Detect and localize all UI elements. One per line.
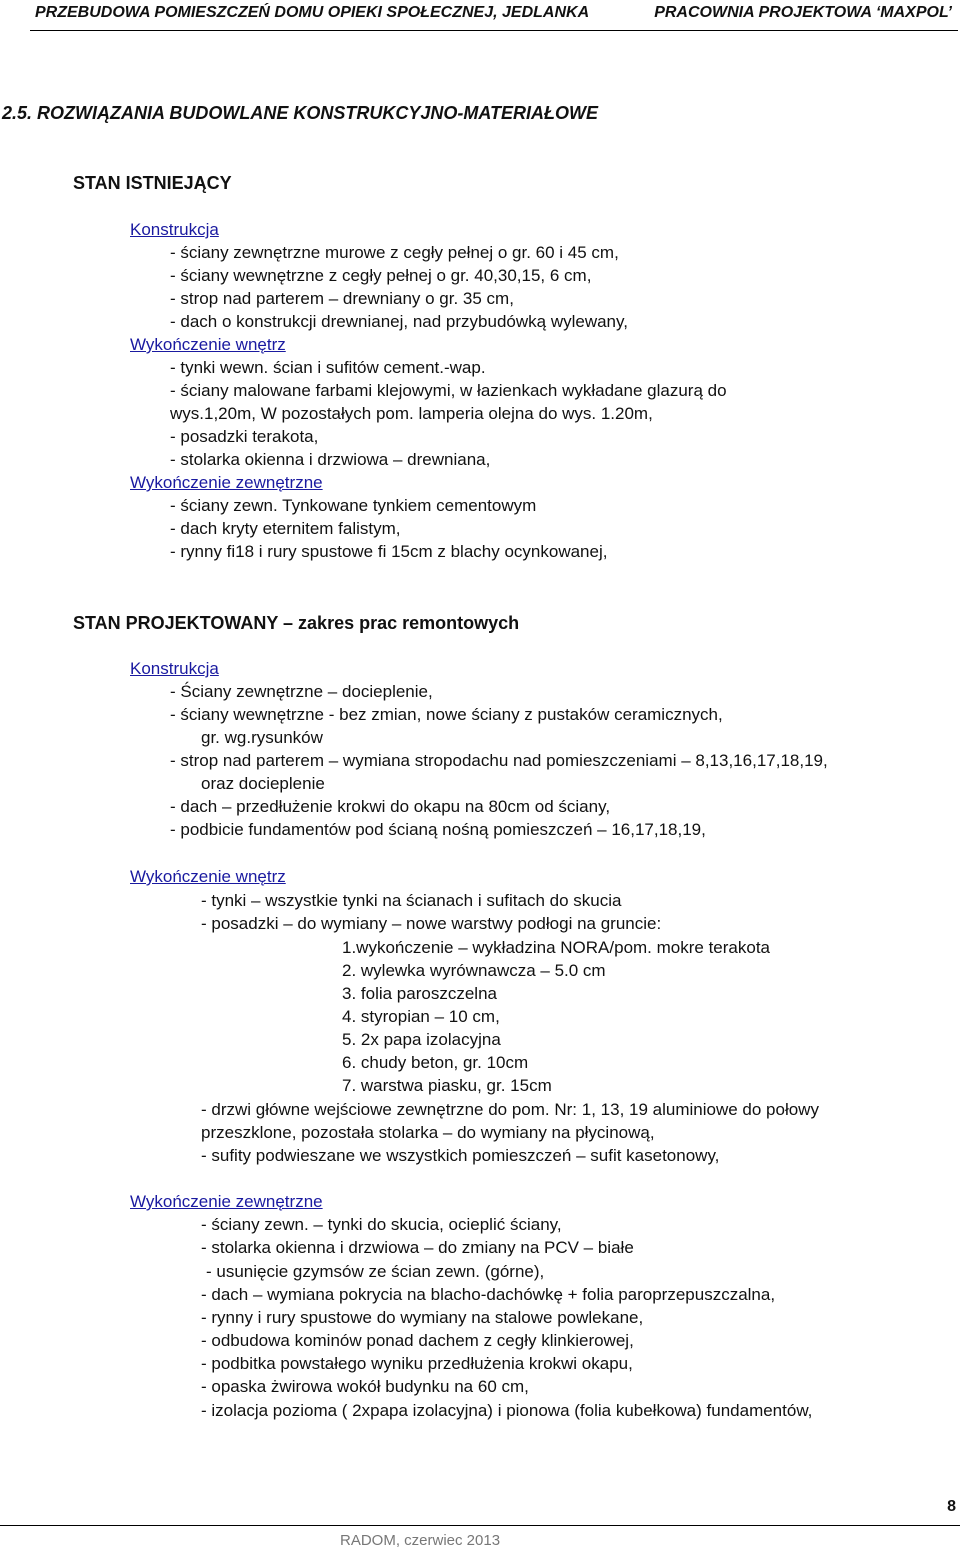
existing-subheading-wnetrz: Wykończenie wnętrz: [130, 335, 286, 354]
existing-line: - dach o konstrukcji drewnianej, nad przybudówką wylewany,: [170, 312, 628, 331]
existing-line: - ściany wewnętrzne z cegły pełnej o gr. 40,30,15, 6 cm,: [170, 266, 592, 285]
existing-line: - stolarka okienna i drzwiowa – drewniana,: [170, 450, 491, 469]
existing-line: - ściany malowane farbami klejowymi, w łazienkach wykładane glazurą do: [170, 381, 727, 400]
designed-heading: STAN PROJEKTOWANY – zakres prac remontowych: [73, 613, 520, 633]
floor-layer: 4. styropian – 10 cm,: [342, 1007, 500, 1026]
existing-line: - ściany zewn. Tynkowane tynkiem cementowym: [170, 496, 537, 515]
designed-line: gr. wg.rysunków: [201, 728, 323, 747]
designed-line: - sufity podwieszane we wszystkich pomieszczeń – sufit kasetonowy,: [201, 1146, 720, 1165]
floor-layer: 5. 2x papa izolacyjna: [342, 1030, 501, 1049]
designed-line: - drzwi główne wejściowe zewnętrzne do pom. Nr: 1, 13, 19 aluminiowe do połowy: [201, 1100, 819, 1119]
footer-rule: [0, 1525, 960, 1526]
existing-heading: STAN ISTNIEJĄCY: [73, 173, 232, 193]
existing-line: - strop nad parterem – drewniany o gr. 35 cm,: [170, 289, 514, 308]
designed-line: - odbudowa kominów ponad dachem z cegły klinkierowej,: [201, 1331, 634, 1350]
existing-line: - posadzki terakota,: [170, 427, 319, 446]
existing-line: - rynny fi18 i rury spustowe fi 15cm z blachy ocynkowanej,: [170, 542, 608, 561]
designed-line: - podbitka powstałego wyniku przedłużenia krokwi okapu,: [201, 1354, 633, 1373]
designed-line: - dach – przedłużenie krokwi do okapu na 80cm od ściany,: [170, 797, 611, 816]
floor-layer: 3. folia paroszczelna: [342, 984, 497, 1003]
existing-line: - dach kryty eternitem falistym,: [170, 519, 401, 538]
designed-line: - strop nad parterem – wymiana stropodachu nad pomieszczeniami – 8,13,16,17,18,19,: [170, 751, 828, 770]
header-right: PRACOWNIA PROJEKTOWA ‘MAXPOL’: [654, 4, 952, 21]
floor-layer: 1.wykończenie – wykładzina NORA/pom. mokre terakota: [342, 938, 771, 957]
header-rule: [30, 30, 958, 31]
floor-layer: 7. warstwa piasku, gr. 15cm: [342, 1076, 552, 1095]
designed-line: oraz docieplenie: [201, 774, 325, 793]
designed-line: - posadzki – do wymiany – nowe warstwy podłogi na gruncie:: [201, 914, 662, 933]
designed-subheading-wnetrz: Wykończenie wnętrz: [130, 867, 286, 886]
header-left: PRZEBUDOWA POMIESZCZEŃ DOMU OPIEKI SPOŁECZNEJ, JEDLANKA: [35, 4, 590, 21]
existing-line: wys.1,20m, W pozostałych pom. lamperia olejna do wys. 1.20m,: [170, 404, 653, 423]
designed-line: - ściany zewn. – tynki do skucia, ocieplić ściany,: [201, 1215, 562, 1234]
designed-line: - ściany wewnętrzne - bez zmian, nowe ściany z pustaków ceramicznych,: [170, 705, 723, 724]
existing-line: - ściany zewnętrzne murowe z cegły pełnej o gr. 60 i 45 cm,: [170, 243, 619, 262]
designed-subheading-zewnetrzne: Wykończenie zewnętrzne: [130, 1192, 323, 1211]
floor-layer: 6. chudy beton, gr. 10cm: [342, 1053, 529, 1072]
existing-subheading-zewnetrzne: Wykończenie zewnętrzne: [130, 473, 323, 492]
designed-line: - stolarka okienna i drzwiowa – do zmiany na PCV – białe: [201, 1238, 634, 1257]
existing-line: - tynki wewn. ścian i sufitów cement.-wap.: [170, 358, 486, 377]
designed-line: przeszklone, pozostała stolarka – do wymiany na płycinową,: [201, 1123, 655, 1142]
designed-line: - podbicie fundamentów pod ścianą nośną pomieszczeń – 16,17,18,19,: [170, 820, 706, 839]
designed-subheading-konstrukcja: Konstrukcja: [130, 659, 219, 678]
section-title: 2.5. ROZWIĄZANIA BUDOWLANE KONSTRUKCYJNO-MATERIAŁOWE: [2, 103, 598, 123]
designed-line: - tynki – wszystkie tynki na ścianach i sufitach do skucia: [201, 891, 622, 910]
floor-layer: 2. wylewka wyrównawcza – 5.0 cm: [342, 961, 606, 980]
designed-line: - izolacja pozioma ( 2xpapa izolacyjna) i pionowa (folia kubełkowa) fundamentów,: [201, 1401, 813, 1420]
designed-line: - opaska żwirowa wokół budynku na 60 cm,: [201, 1377, 529, 1396]
page-number: 8: [947, 1498, 956, 1515]
designed-line: - dach – wymiana pokrycia na blacho-dachówkę + folia paroprzepuszczalna,: [201, 1285, 776, 1304]
designed-line: - usunięcie gzymsów ze ścian zewn. (górne),: [206, 1262, 545, 1281]
footer-text: RADOM, czerwiec 2013: [340, 1532, 501, 1549]
designed-line: - rynny i rury spustowe do wymiany na stalowe powlekane,: [201, 1308, 644, 1327]
existing-subheading-konstrukcja: Konstrukcja: [130, 220, 219, 239]
designed-line: - Ściany zewnętrzne – docieplenie,: [170, 682, 433, 701]
